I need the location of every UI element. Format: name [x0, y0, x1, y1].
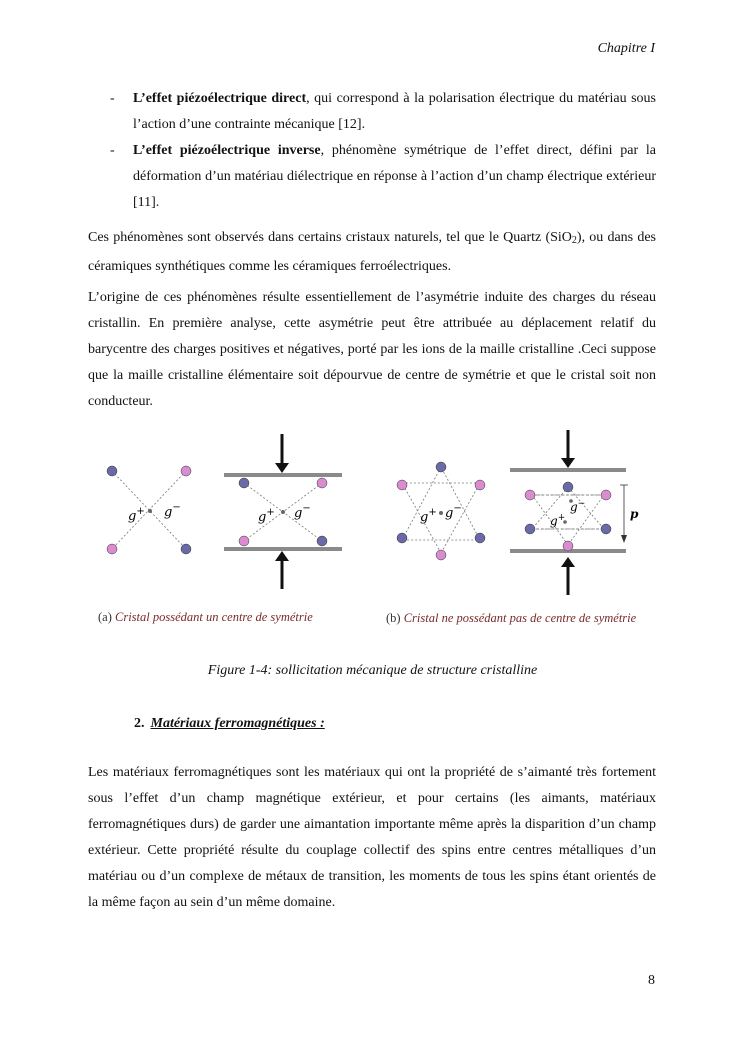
caption-panel-b — [386, 610, 646, 627]
paragraph-origin: L’origine de ces phénomènes résulte essentiellement de l’asymétrie induite des charges du réseau cristallin. En première analyse, cette asymétrie peut être attribuée au déplacement relatif du barycentre des charges positives et négatives, porté par les ions de la maille cristalline .Ceci suppose que la maille cristalline élémentaire soit dépourvue de centre de symétrie et que le cristal soit non conducteur. — [88, 290, 656, 409]
subscript: 2 — [571, 235, 577, 246]
caption-label: (a) — [98, 610, 112, 624]
ion-negative — [181, 544, 191, 554]
ion-negative — [317, 536, 327, 546]
para-text: ), ou dans des céramiques synthétiques comme les céramiques ferroélectriques. — [88, 230, 656, 274]
caption-label: (b) — [386, 611, 401, 625]
bullet-text: , qui correspond à la polarisation électrique du matériau sous l’action d’une contrainte mécanique [12]. — [133, 91, 657, 132]
panel-a-compressed — [224, 434, 342, 589]
ion-negative — [601, 524, 611, 534]
ion-negative — [563, 482, 573, 492]
g-minus-label: g− — [164, 502, 181, 520]
caption-text: Cristal possédant un centre de symétrie — [115, 610, 313, 624]
ion-negative — [397, 533, 407, 543]
ion-positive — [475, 480, 485, 490]
pressure-plate-top — [510, 468, 626, 472]
ion-negative — [436, 462, 446, 472]
figure-caption: Figure 1-4: sollicitation mécanique de structure cristalline — [207, 663, 538, 678]
ion-negative — [525, 524, 535, 534]
page-number: 8 — [648, 973, 655, 988]
ion-positive — [397, 480, 407, 490]
bullet-item-inverse — [88, 138, 656, 216]
paragraph-quartz — [88, 225, 656, 280]
chapter-header: Chapitre I — [597, 41, 655, 56]
barycenter — [148, 509, 152, 513]
ion-positive — [239, 536, 249, 546]
section-heading — [134, 716, 325, 732]
para-text: Ces phénomènes sont observés dans certains cristaux naturels, tel que le Quartz (SiO — [88, 230, 572, 245]
paragraph-ferromagnetic: Les matériaux ferromagnétiques sont les matériaux qui ont la propriété de s’aimanté très fortement sous l’effet d’un champ magnétique extérieur, et pour certains (les aimants, matériaux ferromagnétiques durs) de garder une aimantation importante même après la disparition d’un champ extérieur. Cette propriété résulte du couplage collectif des spins entre centres métalliques d’un matériau ou d’un complexe de métaux de transition, les moments de tous les spins étant orientés de la même façon au sein d’un même domaine. — [88, 765, 656, 910]
panel-b-free — [397, 462, 485, 560]
pressure-plate-bottom — [224, 547, 342, 551]
g-minus-label: g− — [294, 503, 311, 521]
bullet-dash: - — [110, 143, 115, 158]
barycenter — [281, 510, 285, 514]
ion-positive — [525, 490, 535, 500]
caption-text: Cristal ne possédant pas de centre de symétrie — [403, 611, 637, 625]
ion-negative — [239, 478, 249, 488]
ion-negative — [475, 533, 485, 543]
ion-positive — [436, 550, 446, 560]
g-plus-label: g+ — [128, 506, 145, 524]
panel-a-free — [107, 466, 191, 554]
section-title-text: Matériaux ferromagnétiques : — [150, 716, 325, 731]
barycenter — [439, 511, 443, 515]
g-plus-label: g+ — [550, 513, 566, 528]
caption-panel-a — [98, 610, 313, 625]
bullet-list — [88, 86, 656, 216]
section-number: 2. — [134, 716, 145, 731]
bullet-text: , phénomène symétrique de l’effet direct, défini par la déformation d’un matériau diélectrique en réponse à l’action d’un champ électrique extérieur [11]. — [133, 143, 656, 210]
ion-positive — [317, 478, 327, 488]
bullet-bold-term: L’effet piézoélectrique direct — [133, 91, 307, 106]
bullet-item-direct — [88, 86, 656, 138]
bullet-bold-term: L’effet piézoélectrique inverse — [133, 143, 321, 158]
ion-positive — [181, 466, 191, 476]
bullet-dash: - — [110, 91, 115, 106]
polarization-label: p — [630, 507, 639, 521]
ion-positive — [563, 541, 573, 551]
g-plus-label: g+ — [258, 507, 275, 525]
g-minus-label: g− — [445, 503, 462, 521]
g-minus-label: g− — [570, 499, 586, 514]
g-plus-label: g+ — [420, 507, 437, 525]
panel-b-compressed — [510, 430, 639, 595]
ion-positive — [107, 544, 117, 554]
ion-positive — [601, 490, 611, 500]
pressure-plate-top — [224, 473, 342, 477]
ion-negative — [107, 466, 117, 476]
